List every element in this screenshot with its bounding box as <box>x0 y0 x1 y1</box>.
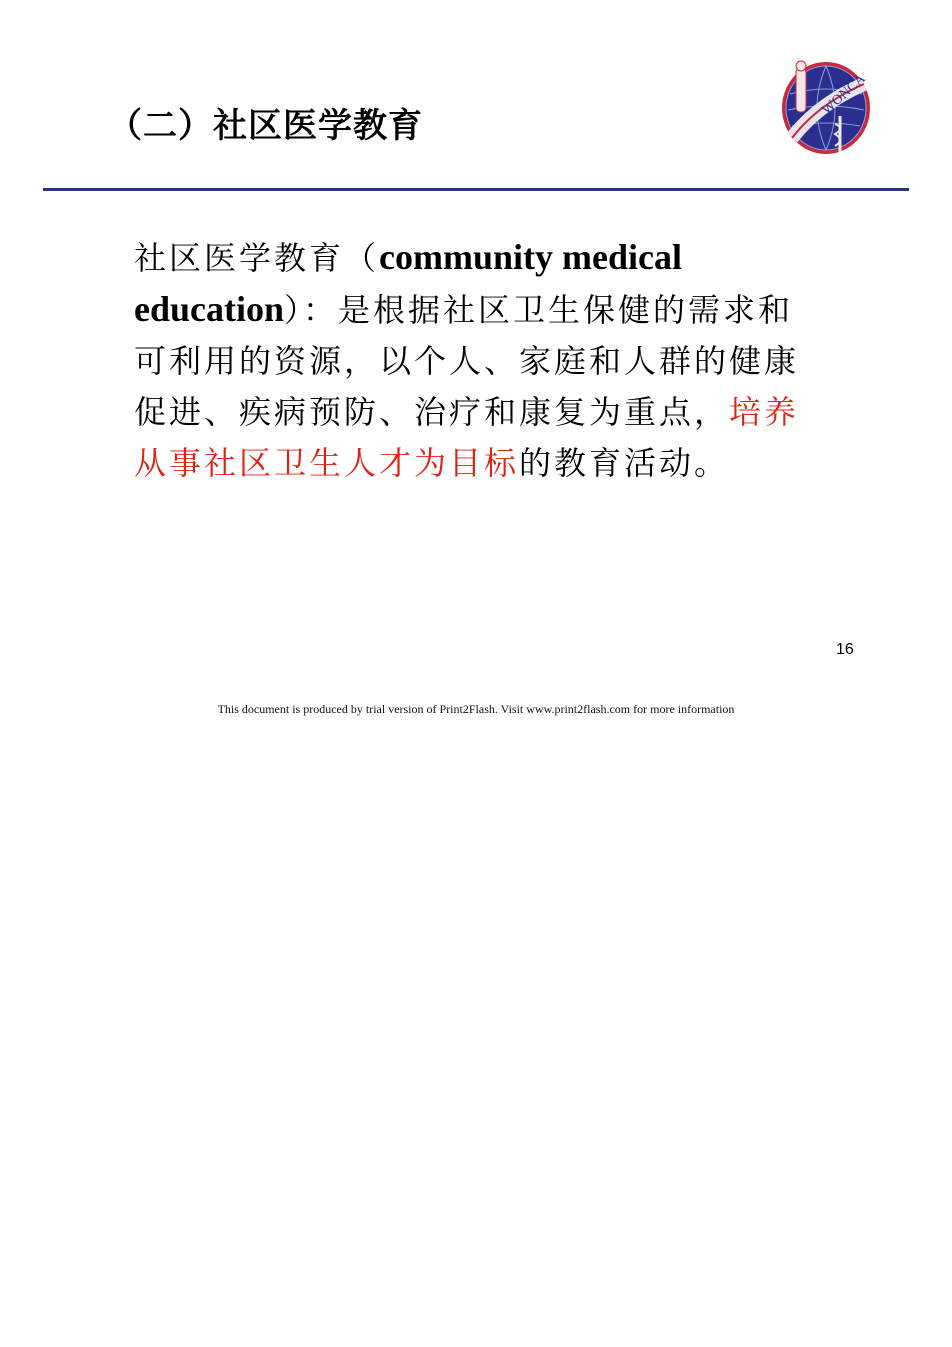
definition-tail: 的教育活动。 <box>519 444 730 482</box>
definition-english-term: community medical education <box>134 237 682 329</box>
page-number: 16 <box>836 641 854 658</box>
title-divider <box>43 188 909 191</box>
definition-paragraph <box>134 232 804 489</box>
logo-text: WONCA <box>819 71 869 118</box>
definition-main: ）：是根据社区卫生保健的需求和可利用的资源，以个人、家庭和人群的健康促进、疾病预防、治疗和康复为重点， <box>134 291 800 431</box>
slide-title: （二）社区医学教育 <box>108 106 423 146</box>
trial-watermark: This document is produced by trial version of Print2Flash. Visit www.print2flash.com for more information <box>217 702 735 716</box>
wonca-logo-icon <box>778 54 874 158</box>
definition-lead: 社区医学教育（ <box>134 239 380 277</box>
definition-highlight: 培养从事社区卫生人才为目标 <box>134 393 800 482</box>
